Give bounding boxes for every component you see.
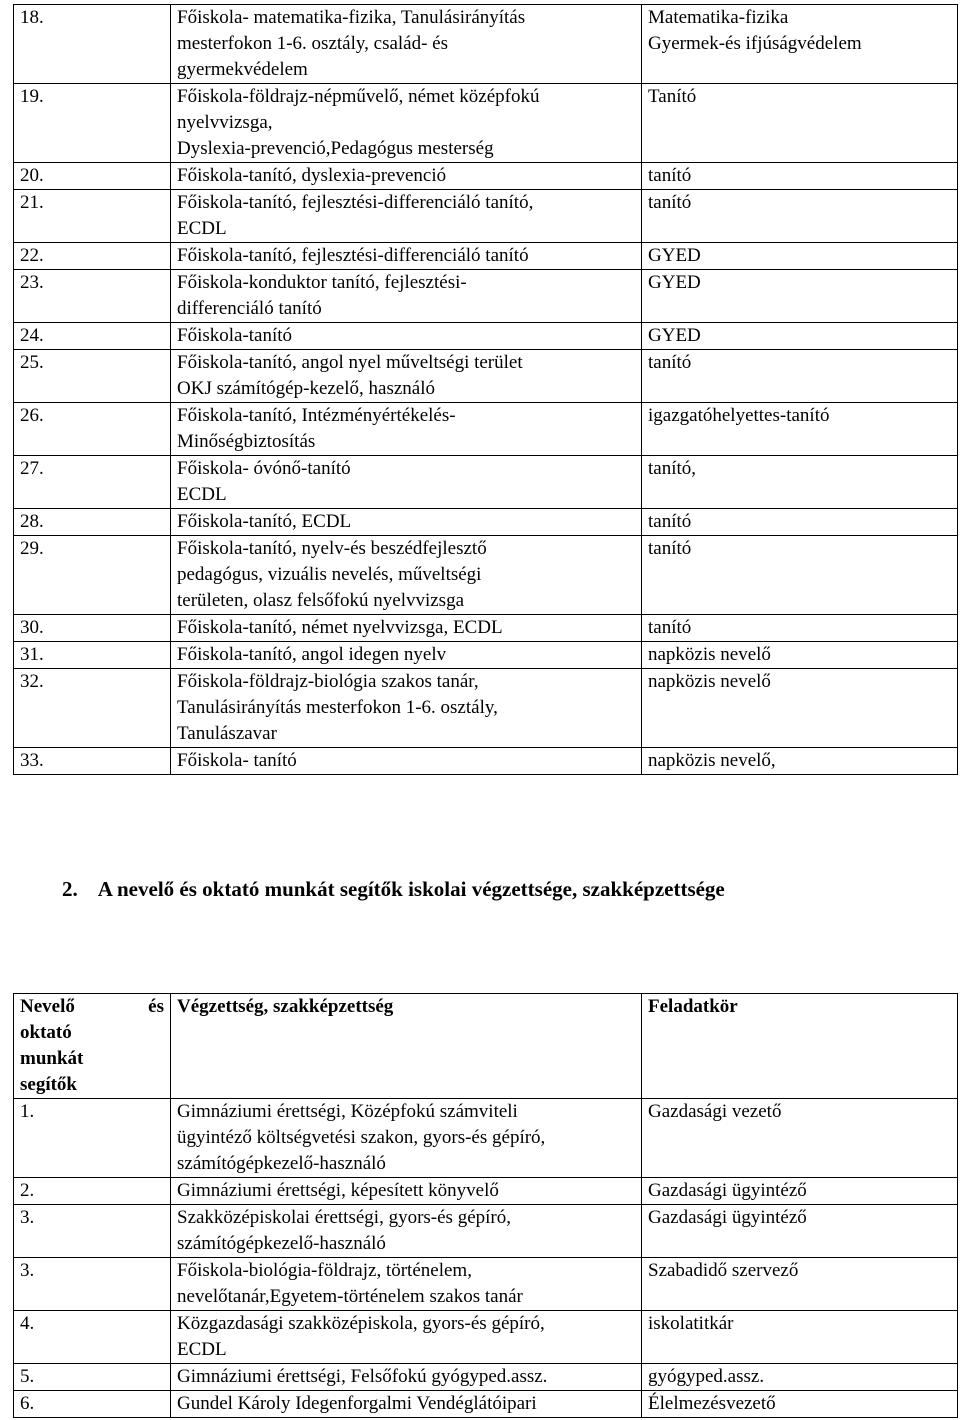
- table-row: [14, 509, 958, 536]
- role-cell: GYED: [642, 270, 958, 323]
- table-row: [14, 403, 958, 456]
- table-row: [14, 5, 958, 84]
- qualification-cell: Gimnáziumi érettségi, Felsőfokú gyógyped.assz.: [171, 1364, 642, 1391]
- row-number: 19.: [14, 84, 171, 163]
- qualification-cell: Főiskola-tanító, ECDL: [171, 509, 642, 536]
- table-row: [14, 1364, 958, 1391]
- row-number: 28.: [14, 509, 171, 536]
- section-number: 2.: [62, 877, 78, 901]
- role-cell: GYED: [642, 243, 958, 270]
- support-staff-table: [13, 993, 958, 1418]
- qualification-cell: Főiskola- óvónő-tanító ECDL: [171, 456, 642, 509]
- role-cell: Gazdasági ügyintéző: [642, 1178, 958, 1205]
- section-title: A nevelő és oktató munkát segítők iskolai végzettsége, szakképzettsége: [97, 877, 725, 901]
- qualification-cell: Főiskola-konduktor tanító, fejlesztési- differenciáló tanító: [171, 270, 642, 323]
- row-number: 25.: [14, 350, 171, 403]
- table-row: [14, 84, 958, 163]
- row-number: 32.: [14, 669, 171, 748]
- row-number: 18.: [14, 5, 171, 84]
- role-cell: tanító: [642, 509, 958, 536]
- qualification-cell: Főiskola-földrajz-biológia szakos tanár, Tanulásirányítás mesterfokon 1-6. osztály, Tanulászavar: [171, 669, 642, 748]
- table-row: [14, 748, 958, 775]
- role-cell: tanító: [642, 615, 958, 642]
- qualification-cell: Főiskola-tanító, angol idegen nyelv: [171, 642, 642, 669]
- table-row: [14, 350, 958, 403]
- table-body: [14, 1099, 958, 1418]
- qualification-cell: Főiskola-tanító, dyslexia-prevenció: [171, 163, 642, 190]
- role-cell: Tanító: [642, 84, 958, 163]
- row-number: 31.: [14, 642, 171, 669]
- row-number: 20.: [14, 163, 171, 190]
- role-cell: tanító: [642, 350, 958, 403]
- row-number: 24.: [14, 323, 171, 350]
- row-number: 2.: [14, 1178, 171, 1205]
- table-row: [14, 642, 958, 669]
- table-row: [14, 669, 958, 748]
- row-number: 4.: [14, 1311, 171, 1364]
- role-cell: Szabadidő szervező: [642, 1258, 958, 1311]
- table-row: [14, 1099, 958, 1178]
- role-cell: Gazdasági ügyintéző: [642, 1205, 958, 1258]
- table-row: [14, 1311, 958, 1364]
- qualification-cell: Főiskola-tanító, német nyelvvizsga, ECDL: [171, 615, 642, 642]
- row-number: 27.: [14, 456, 171, 509]
- role-cell: tanító,: [642, 456, 958, 509]
- role-cell: napközis nevelő,: [642, 748, 958, 775]
- role-cell: tanító: [642, 163, 958, 190]
- header-staff-text: Nevelő és oktató munkát segítők: [20, 996, 164, 1095]
- qualification-cell: Főiskola- matematika-fizika, Tanulásirányítás mesterfokon 1-6. osztály, család- és gyermekvédelem: [171, 5, 642, 84]
- qualification-cell: Főiskola-tanító, nyelv-és beszédfejlesztő pedagógus, vizuális nevelés, műveltségi területen, olasz felsőfokú nyelvvizsga: [171, 536, 642, 615]
- role-cell: Matematika-fizika Gyermek-és ifjúságvédelem: [642, 5, 958, 84]
- row-number: 30.: [14, 615, 171, 642]
- qualification-cell: Gundel Károly Idegenforgalmi Vendéglátóipari: [171, 1391, 642, 1418]
- table-row: [14, 243, 958, 270]
- row-number: 22.: [14, 243, 171, 270]
- table-row: [14, 163, 958, 190]
- qualification-cell: Gimnáziumi érettségi, Középfokú számviteli ügyintéző költségvetési szakon, gyors-és gépíró, számítógépkezelő-használó: [171, 1099, 642, 1178]
- table-row: [14, 1205, 958, 1258]
- role-cell: napközis nevelő: [642, 642, 958, 669]
- row-number: 1.: [14, 1099, 171, 1178]
- qualification-cell: Főiskola-tanító, angol nyel műveltségi terület OKJ számítógép-kezelő, használó: [171, 350, 642, 403]
- qualification-cell: Főiskola- tanító: [171, 748, 642, 775]
- row-number: 5.: [14, 1364, 171, 1391]
- table-row: [14, 1178, 958, 1205]
- table-header-row: [14, 994, 958, 1099]
- role-cell: iskolatitkár: [642, 1311, 958, 1364]
- header-staff: [14, 994, 171, 1099]
- row-number: 33.: [14, 748, 171, 775]
- qualification-cell: Főiskola-tanító, fejlesztési-differenciáló tanító: [171, 243, 642, 270]
- role-cell: gyógyped.assz.: [642, 1364, 958, 1391]
- staff-qualification-table: [13, 4, 958, 775]
- table-row: [14, 1258, 958, 1311]
- row-number: 26.: [14, 403, 171, 456]
- qualification-cell: Főiskola-földrajz-népművelő, német középfokú nyelvvizsga, Dyslexia-prevenció,Pedagógus mesterség: [171, 84, 642, 163]
- table-row: [14, 270, 958, 323]
- row-number: 3.: [14, 1205, 171, 1258]
- header-role: Feladatkör: [642, 994, 958, 1099]
- table-row: [14, 190, 958, 243]
- qualification-cell: Gimnáziumi érettségi, képesített könyvelő: [171, 1178, 642, 1205]
- table-row: [14, 456, 958, 509]
- role-cell: Gazdasági vezető: [642, 1099, 958, 1178]
- qualification-cell: Közgazdasági szakközépiskola, gyors-és gépíró, ECDL: [171, 1311, 642, 1364]
- header-qualification: Végzettség, szakképzettség: [171, 994, 642, 1099]
- row-number: 29.: [14, 536, 171, 615]
- qualification-cell: Főiskola-tanító: [171, 323, 642, 350]
- qualification-cell: Főiskola-tanító, fejlesztési-differenciáló tanító, ECDL: [171, 190, 642, 243]
- row-number: 6.: [14, 1391, 171, 1418]
- qualification-cell: Főiskola-biológia-földrajz, történelem, nevelőtanár,Egyetem-történelem szakos tanár: [171, 1258, 642, 1311]
- qualification-cell: Szakközépiskolai érettségi, gyors-és gépíró, számítógépkezelő-használó: [171, 1205, 642, 1258]
- table-row: [14, 1391, 958, 1418]
- section-heading: [62, 874, 725, 904]
- row-number: 21.: [14, 190, 171, 243]
- table-body: [14, 5, 958, 775]
- qualification-cell: Főiskola-tanító, Intézményértékelés- Minőségbiztosítás: [171, 403, 642, 456]
- role-cell: igazgatóhelyettes-tanító: [642, 403, 958, 456]
- role-cell: tanító: [642, 536, 958, 615]
- table-row: [14, 615, 958, 642]
- table-row: [14, 323, 958, 350]
- role-cell: napközis nevelő: [642, 669, 958, 748]
- role-cell: Élelmezésvezető: [642, 1391, 958, 1418]
- role-cell: GYED: [642, 323, 958, 350]
- table-row: [14, 536, 958, 615]
- row-number: 23.: [14, 270, 171, 323]
- role-cell: tanító: [642, 190, 958, 243]
- row-number: 3.: [14, 1258, 171, 1311]
